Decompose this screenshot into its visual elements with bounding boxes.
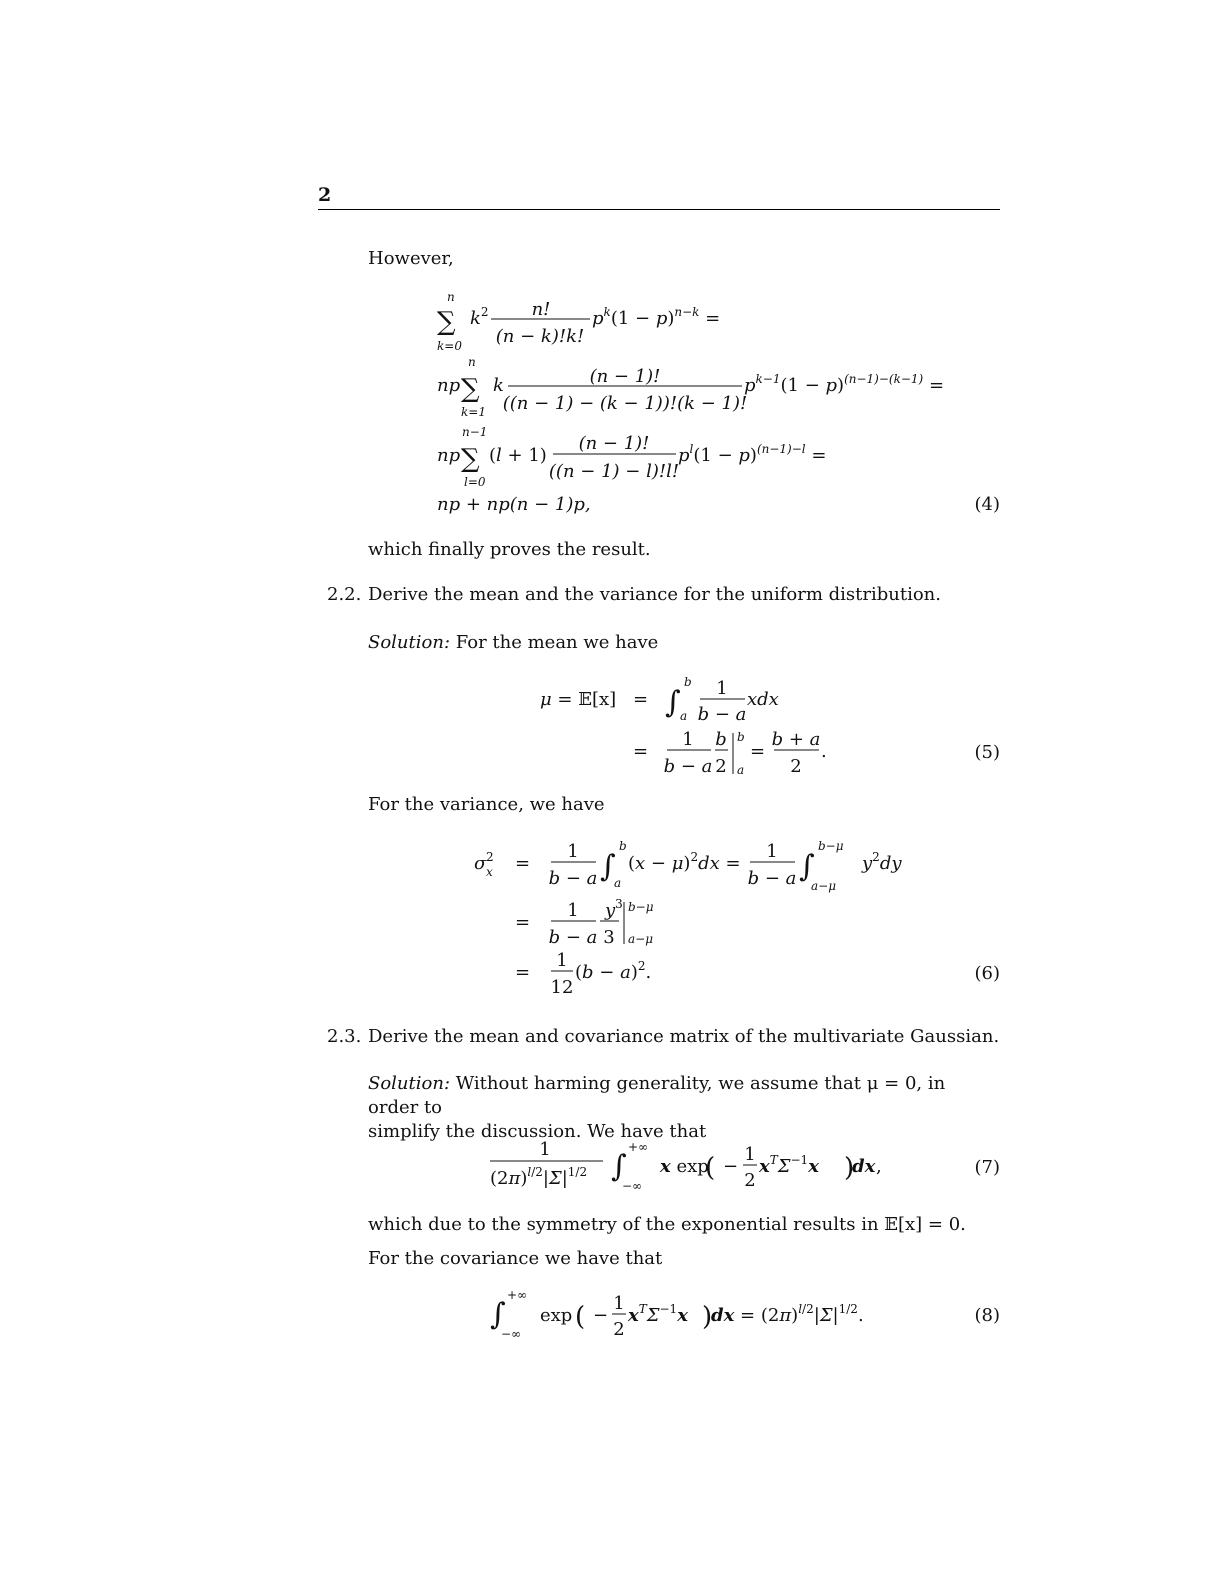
eq4-row1-sigma: ∑ <box>437 307 456 337</box>
svg-text:−: − <box>593 1305 609 1326</box>
eq4-row1-sum-top: n <box>447 290 455 304</box>
svg-text:l=0: l=0 <box>464 475 486 489</box>
svg-text:2: 2 <box>613 1319 625 1340</box>
eq7-number: (7) <box>974 1157 1000 1178</box>
svg-text:(n − 1)!: (n − 1)! <box>578 433 650 454</box>
svg-text:2: 2 <box>715 756 727 777</box>
svg-text:3: 3 <box>603 927 615 948</box>
eq4-number: (4) <box>974 494 1000 515</box>
svg-text:pk−1(1 − p)(n−1)−(k−1) =: $p^{k-1}(1 - p)^{(n-1)-(k-1)}$ = <box>744 372 945 396</box>
svg-text:a: a <box>680 709 688 723</box>
svg-text:μ = 𝔼[x]: μ = 𝔼[x] <box>540 689 617 710</box>
svg-text:(b − a)2.: $(b - a)^2$. <box>575 959 652 983</box>
svg-text:2: 2 <box>486 850 494 864</box>
svg-text:1: 1 <box>744 1144 756 1165</box>
eq5-number: (5) <box>974 742 1000 763</box>
svg-text:(x − μ)2dx =: $(x - \mu)^2dx$ = <box>628 850 741 874</box>
svg-text:1: 1 <box>716 678 728 699</box>
svg-text:k: k <box>493 375 504 396</box>
eq4-row1-frac-den: (n − k)!k! <box>495 326 585 347</box>
svg-text:(2π)l/2|Σ|1/2: $(2\pi)^l/2|\Sigma|^{1/2}$ <box>490 1165 588 1189</box>
svg-text:b − a: b − a <box>663 756 713 777</box>
svg-text:k=1: k=1 <box>461 405 486 419</box>
svg-text:b−μ: b−μ <box>818 839 844 853</box>
eq4-row2-prefix: np <box>437 375 461 396</box>
solution-label: Solution: <box>368 1073 451 1094</box>
svg-text:σ: σ <box>474 853 487 874</box>
svg-text:x exp: x exp <box>660 1156 709 1177</box>
svg-text:xTΣ−1x: $x^T\Sigma^{-1}x$ <box>628 1302 688 1326</box>
svg-text:+∞: +∞ <box>507 1288 528 1302</box>
svg-text:=: = <box>633 741 649 762</box>
proof-conclusion: which finally proves the result. <box>368 539 651 560</box>
eq4-row4: np + np(n − 1)p, <box>437 494 591 515</box>
svg-text:∫: ∫ <box>600 849 616 884</box>
svg-text:∫: ∫ <box>665 685 681 720</box>
eq4-row1-frac-num: n! <box>531 299 551 320</box>
svg-text:(: ( <box>575 1302 586 1332</box>
svg-text:=: = <box>750 741 766 762</box>
solution-2-2: Solution: For the mean we have <box>368 632 659 653</box>
svg-text:(l + 1): (l + 1) <box>489 445 547 466</box>
problem-2-2-statement: Derive the mean and the variance for the uniform distribution. <box>368 584 941 605</box>
svg-text:): ) <box>844 1153 855 1183</box>
svg-text:n: n <box>468 355 476 369</box>
svg-text:1: 1 <box>567 900 579 921</box>
svg-text:b: b <box>737 730 745 744</box>
svg-text:=: = <box>515 962 531 983</box>
svg-text:=: = <box>515 853 531 874</box>
svg-text:k2: $k^2$ <box>470 305 489 329</box>
eq4-row1-sum-bottom: k=0 <box>437 339 462 353</box>
svg-text:xdx: xdx <box>747 689 779 710</box>
svg-text:−: − <box>723 1156 739 1177</box>
eq8-number: (8) <box>974 1305 1000 1326</box>
svg-text:1: 1 <box>766 841 778 862</box>
svg-text:12: 12 <box>550 977 574 998</box>
svg-text:): ) <box>702 1302 713 1332</box>
svg-text:((n − 1) − (k − 1))!(k − 1)!: ((n − 1) − (k − 1))!(k − 1)! <box>502 393 748 414</box>
covariance-intro: For the covariance we have that <box>368 1248 663 1269</box>
svg-text:1: 1 <box>567 841 579 862</box>
svg-text:1: 1 <box>682 729 694 750</box>
svg-text:b: b <box>619 839 627 853</box>
svg-text:n−1: n−1 <box>462 425 488 439</box>
svg-text:a−μ: a−μ <box>628 932 654 946</box>
page-number: 2 <box>318 184 332 206</box>
svg-text:exp: exp <box>540 1305 573 1326</box>
svg-text:x: x <box>486 865 493 879</box>
svg-text:b: b <box>715 729 727 750</box>
svg-text:=: = <box>633 689 649 710</box>
svg-text:∫: ∫ <box>490 1297 506 1332</box>
svg-text:((n − 1) − l)!l!: ((n − 1) − l)!l! <box>548 461 680 482</box>
svg-text:y3: $y^3$ <box>605 897 623 921</box>
svg-text:b − a: b − a <box>747 868 797 889</box>
svg-text:b − a: b − a <box>697 704 747 725</box>
svg-text:1: 1 <box>539 1139 551 1160</box>
svg-text:2: 2 <box>790 756 802 777</box>
svg-text:pl(1 − p)(n−1)−l =: $p^l(1 - p)^{(n-1)-l}$ = <box>678 442 827 466</box>
svg-text:,: , <box>876 1156 882 1177</box>
svg-text:b−μ: b−μ <box>628 900 654 914</box>
svg-text:1: 1 <box>613 1293 625 1314</box>
svg-text:1: 1 <box>556 950 568 971</box>
svg-text:.: . <box>821 741 827 762</box>
svg-text:(: ( <box>705 1153 716 1183</box>
svg-text:∫: ∫ <box>611 1149 627 1184</box>
svg-text:a−μ: a−μ <box>811 879 837 893</box>
svg-text:2: 2 <box>744 1170 756 1191</box>
svg-text:∑: ∑ <box>461 444 480 474</box>
svg-text:−∞: −∞ <box>501 1327 522 1341</box>
svg-text:b + a: b + a <box>771 729 821 750</box>
svg-text:∫: ∫ <box>799 849 815 884</box>
svg-text:a: a <box>737 763 745 777</box>
eq6-number: (6) <box>974 963 1000 984</box>
solution-label: Solution: <box>368 632 451 653</box>
symmetry-remark: which due to the symmetry of the exponential results in 𝔼[x] = 0. <box>368 1214 966 1235</box>
svg-text:∑: ∑ <box>461 374 480 404</box>
svg-text:dx: dx <box>852 1156 876 1177</box>
problem-2-2-number: 2.2. <box>327 584 362 605</box>
svg-text:pk(1 − p)n−k =: $p^k(1 - p)^{n-k}$ = <box>592 305 721 329</box>
however-text: However, <box>368 248 454 269</box>
svg-text:y2dy: $y^2dy$ <box>862 850 902 874</box>
svg-text:dx = (2π)l/2|Σ|1/2.: dx = $(2\pi)^l/2|\Sigma|^{1/2}$. <box>711 1302 864 1326</box>
solution-2-3: Solution: Without harming generality, we assume that μ = 0, in order to simplify the discussion. We have that <box>368 1073 946 1142</box>
svg-text:(n − 1)!: (n − 1)! <box>589 366 661 387</box>
problem-2-3-statement: Derive the mean and covariance matrix of the multivariate Gaussian. <box>368 1026 1000 1047</box>
svg-text:−∞: −∞ <box>622 1179 643 1193</box>
svg-text:=: = <box>515 912 531 933</box>
svg-text:b: b <box>684 675 692 689</box>
variance-intro: For the variance, we have <box>368 794 605 815</box>
svg-text:a: a <box>614 876 622 890</box>
svg-text:xTΣ−1x: $x^T\Sigma^{-1}x$ <box>759 1153 819 1177</box>
svg-text:b − a: b − a <box>548 927 598 948</box>
svg-text:+∞: +∞ <box>628 1140 649 1154</box>
svg-text:b − a: b − a <box>548 868 598 889</box>
problem-2-3-number: 2.3. <box>327 1026 362 1047</box>
svg-text:np: np <box>437 445 461 466</box>
